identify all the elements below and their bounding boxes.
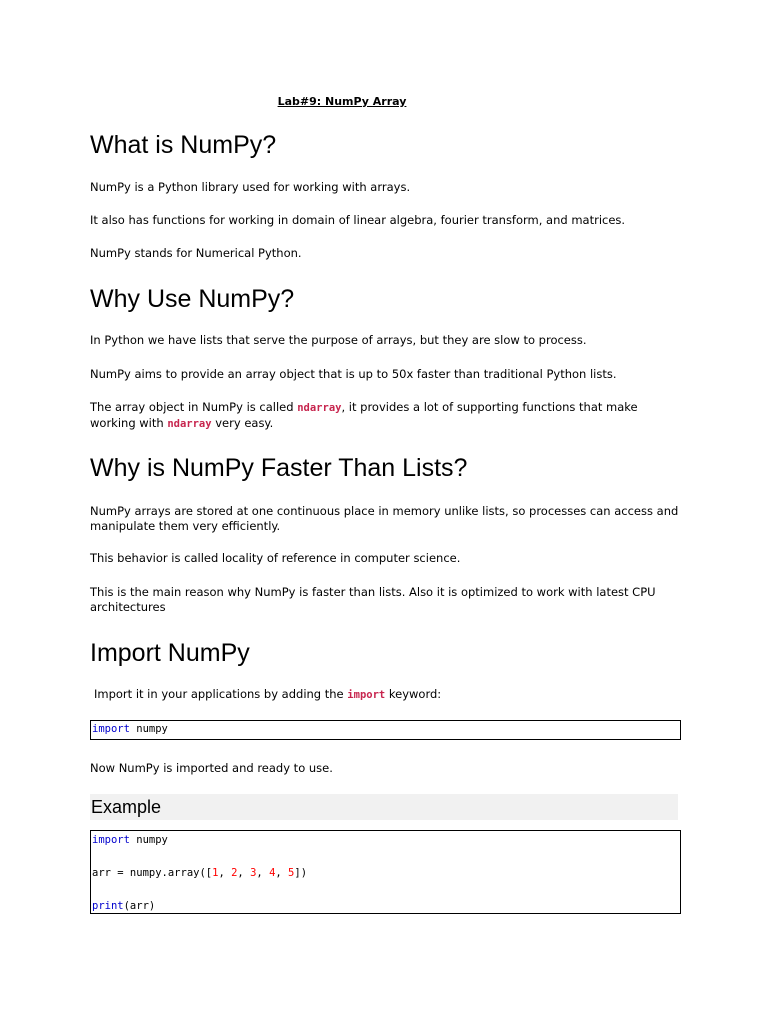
paragraph-faster-3: This is the main reason why NumPy is faster than lists. Also it is optimized to work with latest CPU architectures bbox=[90, 585, 656, 614]
paragraph-import-intro bbox=[94, 687, 688, 703]
code-sep-1: , bbox=[218, 867, 232, 879]
heading-why-faster: Why is NumPy Faster Than Lists? bbox=[90, 454, 468, 482]
code-text-array-open: arr = numpy.array([ bbox=[92, 867, 213, 879]
code-keyword-print: print bbox=[92, 900, 124, 912]
code-text-array-close: ]) bbox=[294, 867, 308, 879]
paragraph-what-3: NumPy stands for Numerical Python. bbox=[90, 246, 302, 260]
code-sep-3: , bbox=[256, 867, 270, 879]
paragraph-why-3 bbox=[90, 400, 670, 432]
code-number-4: 4 bbox=[269, 867, 276, 879]
paragraph-why-2: NumPy aims to provide an array object that is up to 50x faster than traditional Python lists. bbox=[90, 367, 617, 381]
paragraph-import-intro-part-b: keyword: bbox=[385, 687, 442, 701]
code-text-numpy: numpy bbox=[129, 834, 168, 846]
heading-what-is-numpy: What is NumPy? bbox=[90, 131, 277, 159]
inline-code-ndarray-2: ndarray bbox=[167, 418, 212, 430]
code-block-import bbox=[90, 720, 681, 740]
paragraph-why-3-part-c: very easy. bbox=[211, 416, 274, 430]
code-number-3: 3 bbox=[250, 867, 257, 879]
paragraph-faster-2: This behavior is called locality of reference in computer science. bbox=[90, 551, 461, 565]
paragraph-what-1: NumPy is a Python library used for working with arrays. bbox=[90, 180, 411, 194]
paragraph-what-2: It also has functions for working in domain of linear algebra, fourier transform, and matrices. bbox=[90, 213, 626, 227]
code-text-print-arg: (arr) bbox=[123, 900, 156, 912]
example-heading: Example bbox=[91, 797, 162, 817]
code-line-1 bbox=[92, 834, 168, 846]
code-line-2 bbox=[92, 867, 307, 879]
code-sep-4: , bbox=[275, 867, 289, 879]
code-block-example bbox=[90, 830, 681, 914]
paragraph-why-1: In Python we have lists that serve the purpose of arrays, but they are slow to process. bbox=[90, 333, 587, 347]
lab-title: Lab#9: NumPy Array bbox=[277, 95, 407, 108]
code-sep-2: , bbox=[237, 867, 251, 879]
inline-code-import: import bbox=[347, 689, 386, 701]
code-line-3 bbox=[92, 900, 155, 912]
paragraph-why-3-part-b: , it provides a lot of supporting functions that make working with bbox=[90, 400, 638, 430]
heading-why-use-numpy: Why Use NumPy? bbox=[90, 285, 295, 313]
code-text-numpy: numpy bbox=[129, 723, 168, 735]
paragraph-import-intro-part-a: Import it in your applications by adding the bbox=[94, 687, 348, 701]
paragraph-faster-1: NumPy arrays are stored at one continuous place in memory unlike lists, so processes can access and manipulate them very efficiently. bbox=[90, 504, 679, 533]
inline-code-ndarray: ndarray bbox=[297, 402, 342, 414]
code-number-5: 5 bbox=[288, 867, 295, 879]
heading-import-numpy: Import NumPy bbox=[90, 639, 250, 667]
code-line-import bbox=[92, 723, 168, 735]
code-number-2: 2 bbox=[231, 867, 238, 879]
paragraph-why-3-part-a: The array object in NumPy is called bbox=[90, 400, 298, 414]
code-keyword-import: import bbox=[92, 723, 130, 735]
example-header-bar bbox=[90, 794, 678, 820]
code-number-1: 1 bbox=[212, 867, 219, 879]
code-keyword-import: import bbox=[92, 834, 130, 846]
paragraph-import-after: Now NumPy is imported and ready to use. bbox=[90, 761, 333, 775]
